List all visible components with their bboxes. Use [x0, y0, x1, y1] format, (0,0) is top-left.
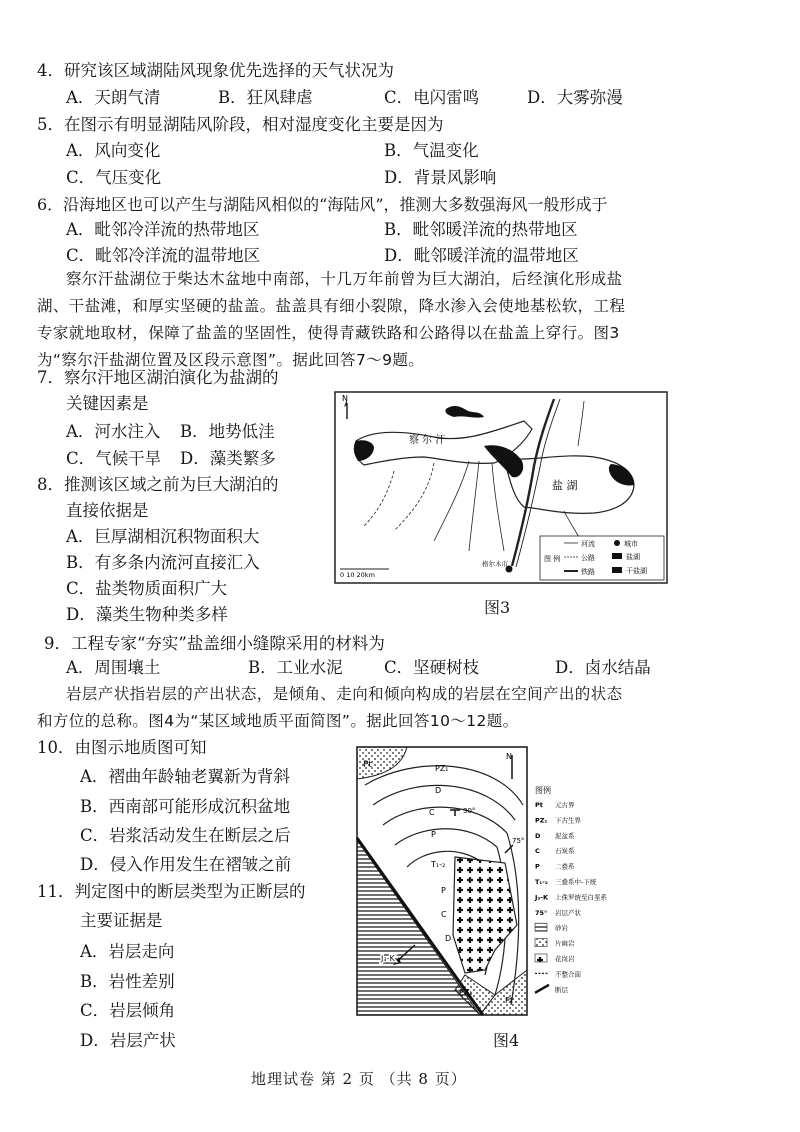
q7-stem-line1: 7．察尔汗地区湖泊演化为盐湖的 — [37, 368, 279, 387]
fig4-legend-label: 断层 — [555, 985, 568, 994]
fig4-legend-label: 泥盆系 — [555, 831, 575, 840]
passage1-line1: 察尔汗盐湖位于柴达木盆地中南部，十几万年前曾为巨大湖泊，后经演化形成盐 — [66, 270, 623, 288]
figure-3-map — [334, 391, 668, 584]
q10-option-c: C．岩浆活动发生在断层之后 — [80, 826, 291, 845]
q7-option-a: A．河水注入 — [66, 422, 161, 441]
fig4-legend-code: D — [535, 831, 541, 840]
legend-road: 公路 — [581, 554, 595, 562]
legend-salt-lake-swatch — [612, 553, 622, 559]
fig4-legend — [534, 800, 608, 994]
fig4-legend-swatch — [535, 923, 547, 931]
q8-option-c: C．盐类物质面积广大 — [66, 579, 228, 598]
q11-option-a: A．岩层走向 — [80, 942, 175, 961]
q5-option-d: D．背景风影响 — [384, 168, 497, 187]
map-label-pz-bottom: PZ₁ — [459, 988, 473, 997]
map-label-pz-top: PZ₁ — [435, 764, 449, 773]
fig4-legend-swatch — [535, 939, 547, 947]
map-label-d2: D — [445, 934, 452, 943]
map-label-c: C — [429, 808, 435, 817]
q5-option-b: B．气温变化 — [384, 141, 479, 160]
q8-option-d: D．藻类生物种类多样 — [66, 605, 228, 624]
map-label-d: D — [435, 786, 442, 795]
fig4-legend-code: T₁-₂ — [535, 878, 548, 886]
fig4-legend-fault-symbol — [535, 985, 549, 993]
page-footer: 地理试卷 第 2 页 （共 8 页） — [251, 1070, 467, 1088]
fig4-legend-label: 不整合面 — [555, 970, 581, 979]
fig4-legend-label: 元古界 — [555, 801, 575, 809]
figure-3-caption: 图3 — [484, 598, 511, 617]
q9-option-a: A．周围壤土 — [66, 658, 161, 677]
fig4-legend-code: C — [535, 847, 540, 856]
q4-option-b: B．狂风肆虐 — [218, 88, 313, 107]
fig4-legend-title: 图例 — [535, 786, 551, 795]
q8-option-a: A．巨厚湖相沉积物面积大 — [66, 527, 260, 546]
map-label-pt-top: Pt — [363, 760, 372, 770]
fig4-legend-code: P — [535, 862, 540, 871]
q10-option-a: A．褶曲年龄轴老翼新为背斜 — [80, 767, 290, 786]
fig4-legend-label: 岩层产状 — [555, 908, 581, 917]
q4-option-c: C．电闪雷鸣 — [384, 88, 480, 107]
legend-rail: 铁路 — [581, 568, 595, 576]
map-label-pt-bottom: Pt — [505, 996, 513, 1005]
q7-option-c: C．气候干旱 — [66, 449, 162, 468]
map-label-c2: C — [441, 910, 447, 919]
map-label-dip-75: 75° — [512, 837, 525, 845]
passage1-line4: 为“察尔汗盐湖位置及区段示意图”。据此回答7～9题。 — [37, 351, 425, 369]
legend-city: 城市 — [624, 540, 638, 548]
legend-dry-lake: 干盐湖 — [626, 567, 647, 575]
q10-option-d: D．侵入作用发生在褶皱之前 — [80, 855, 292, 874]
q4-option-a: A．天朗气清 — [66, 88, 161, 107]
q9-stem: 9．工程专家“夯实”盐盖细小缝隙采用的材料为 — [44, 634, 385, 653]
fig4-north-label: N — [506, 752, 512, 761]
legend-river: 河流 — [581, 540, 595, 548]
q6-option-c: C．毗邻冷洋流的温带地区 — [66, 246, 261, 265]
q11-option-d: D．岩层产状 — [80, 1031, 176, 1050]
q6-option-d: D．毗邻暖洋流的温带地区 — [384, 246, 579, 265]
q7-option-b: B．地势低洼 — [180, 422, 275, 441]
fig4-legend-swatch — [535, 954, 547, 962]
q9-option-b: B．工业水泥 — [248, 658, 343, 677]
fig4-legend-code: PZ₁ — [535, 816, 548, 825]
label-qarhan: 察 尔 汗 — [409, 435, 446, 446]
q9-option-d: D．卤水结晶 — [555, 658, 651, 677]
figure-4-geologic-map — [355, 745, 607, 1018]
label-golmud-city: 格尔木市 — [482, 560, 508, 568]
passage1-line3: 专家就地取材，保障了盐盖的坚固性，使得青藏铁路和公路得以在盐盖上穿行。图3 — [37, 324, 620, 342]
legend-city-icon — [614, 540, 620, 546]
q4-stem: 4．研究该区域湖陆风现象优先选择的天气状况为 — [37, 61, 394, 80]
map-label-jk: J₃-K — [381, 954, 395, 963]
fig4-legend-label: 花岗岩 — [555, 955, 575, 963]
q7-option-d: D．藻类繁多 — [180, 449, 276, 468]
north-label: N — [342, 394, 348, 403]
q11-stem-line2: 主要证据是 — [80, 911, 163, 930]
q6-stem: 6．沿海地区也可以产生与湖陆风相似的“海陆风”，推测大多数强海风一般形成于 — [37, 195, 608, 214]
q4-option-d: D．大雾弥漫 — [527, 88, 623, 107]
label-salt-lake: 盐 湖 — [552, 479, 578, 492]
fig4-legend-code: J₃-K — [535, 893, 548, 902]
fig4-legend-label: 三叠系中-下统 — [555, 878, 597, 886]
q11-option-c: C．岩层倾角 — [80, 1001, 176, 1020]
fig4-legend-code: Pt — [535, 801, 543, 809]
q9-option-c: C．坚硬树枝 — [384, 658, 480, 677]
q11-option-b: B．岩性差别 — [80, 972, 175, 991]
q8-stem-line1: 8．推测该区域之前为巨大湖泊的 — [37, 475, 279, 494]
fig4-legend-label: 二叠系 — [555, 862, 575, 871]
q6-option-a: A．毗邻冷洋流的热带地区 — [66, 220, 260, 239]
map-label-p: P — [431, 830, 436, 839]
passage1-line2: 湖、干盐滩，和厚实坚硬的盐盖。盐盖具有细小裂隙，降水渗入会使地基松软，工程 — [37, 297, 626, 315]
q7-stem-line2: 关键因素是 — [66, 394, 149, 413]
passage2-line2: 和方位的总称。图4为“某区域地质平面简图”。据此回答10～12题。 — [37, 712, 519, 730]
scale-bar-label: 0 10 20km — [340, 571, 375, 579]
map-label-dip-30: 30° — [463, 807, 476, 815]
legend-title: 图 例 — [544, 555, 561, 563]
q5-option-a: A．风向变化 — [66, 141, 161, 160]
q8-stem-line2: 直接依据是 — [66, 501, 149, 520]
q10-option-b: B．西南部可能形成沉积盆地 — [80, 797, 291, 816]
q6-option-b: B．毗邻暖洋流的热带地区 — [384, 220, 578, 239]
q10-stem: 10．由图示地质图可知 — [37, 738, 207, 757]
passage2-line1: 岩层产状指岩层的产出状态，是倾角、走向和倾向构成的岩层在空间产出的状态 — [66, 685, 623, 703]
legend-dry-lake-swatch — [612, 567, 622, 573]
fig4-legend-label: 石炭系 — [555, 847, 575, 856]
q5-stem: 5．在图示有明显湖陆风阶段，相对湿度变化主要是因为 — [37, 115, 444, 134]
fig4-legend-label: 下古生界 — [555, 816, 581, 825]
fig4-legend-label: 砂岩 — [555, 924, 568, 933]
map-label-t: T₁-₂ — [431, 860, 446, 869]
q11-stem-line1: 11．判定图中的断层类型为正断层的 — [37, 882, 306, 901]
map-label-p2: P — [441, 886, 446, 895]
fig4-legend-label: 片麻岩 — [555, 939, 575, 948]
figure-4-caption: 图4 — [493, 1031, 520, 1050]
fig4-legend-label: 上侏罗统至白垩系 — [555, 893, 607, 902]
legend-salt-lake: 盐湖 — [626, 553, 640, 561]
fig4-legend-code: 75° — [535, 908, 548, 917]
q8-option-b: B．有多条内流河直接汇入 — [66, 553, 260, 572]
q5-option-c: C．气压变化 — [66, 168, 162, 187]
